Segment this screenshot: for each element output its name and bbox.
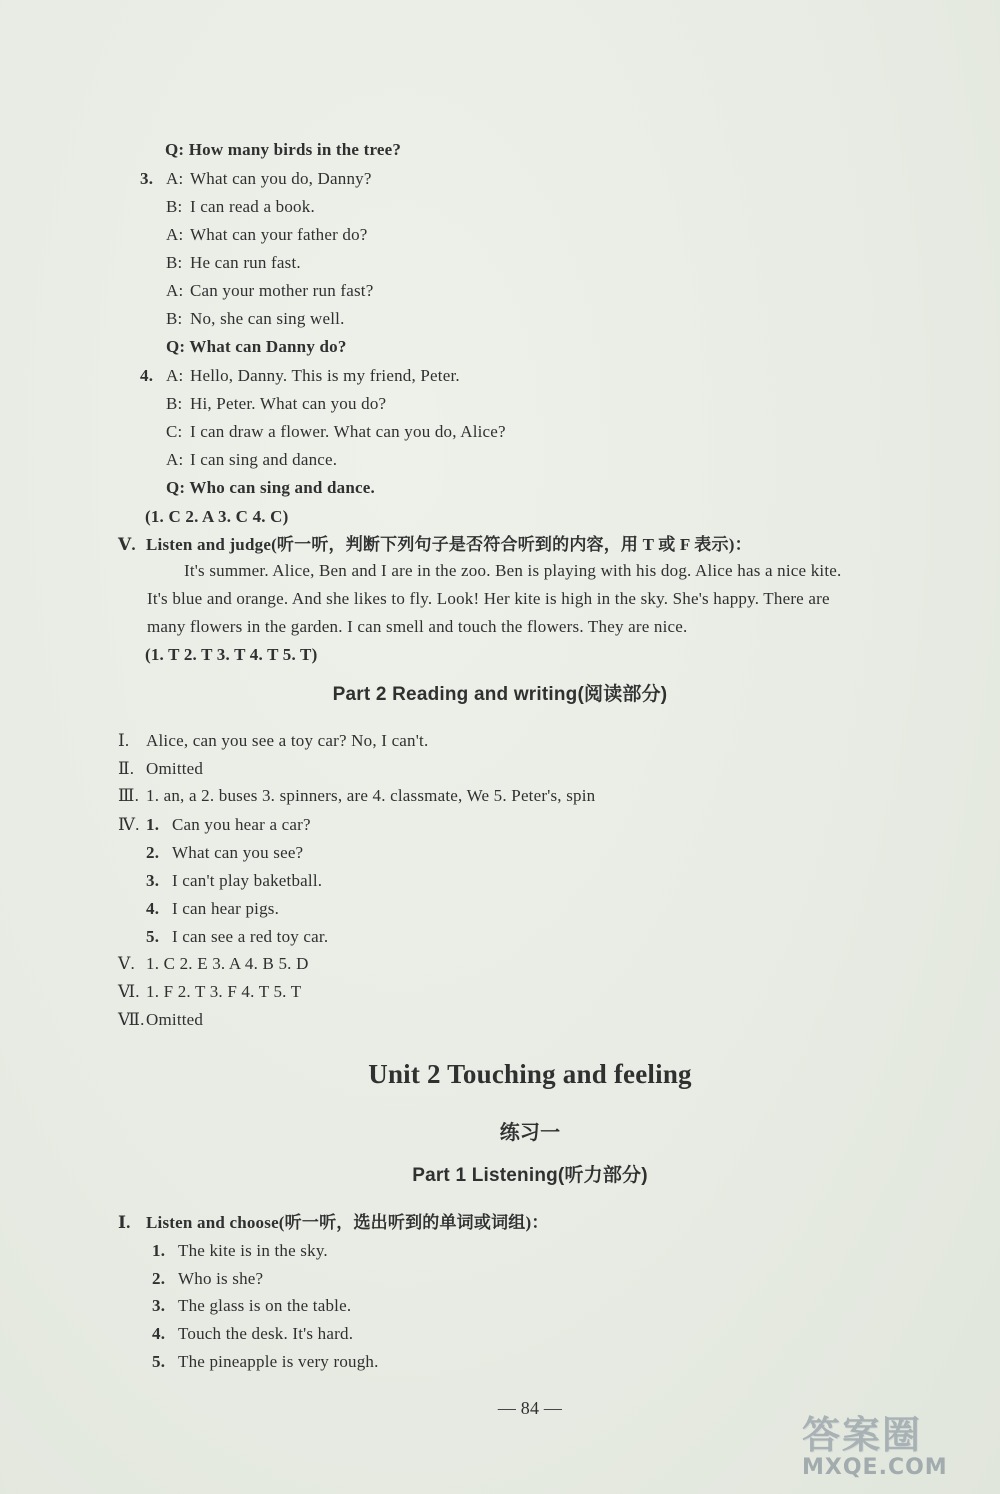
speaker: A:: [166, 281, 184, 300]
item4-number: 4.: [140, 366, 154, 385]
instruction-text: Listen and choose(听一听，选出听到的单词或词组)：: [146, 1213, 549, 1232]
part2-item-iii: [118, 786, 595, 806]
item4-line-3: [166, 422, 506, 442]
section-v-instruction: Listen and judge(听一听，判断下列句子是否符合听到的内容，用 T 或 F 表示)：: [146, 535, 752, 554]
item-number: 2.: [152, 1269, 166, 1288]
roman-numeral: Ⅰ.: [118, 731, 130, 750]
speaker: A:: [166, 169, 184, 188]
answer-text: 1. F 2. T 3. F 4. T 5. T: [146, 982, 302, 1001]
part2-item-iv-1: [118, 815, 311, 835]
item3-line-5: [166, 281, 373, 301]
answer-text: Can you hear a car?: [172, 815, 311, 834]
part1-heading: Part 1 Listening(听力部分): [412, 1165, 648, 1186]
q2-question: Q: How many birds in the tree?: [165, 140, 402, 159]
item-text: The glass is on the table.: [178, 1296, 352, 1315]
part2-item-vi: [118, 982, 301, 1002]
section-v-roman: Ⅴ.: [118, 535, 136, 554]
item-number: 1.: [146, 815, 160, 834]
roman-numeral: Ⅵ.: [118, 982, 140, 1001]
item4-line-4: [166, 450, 337, 470]
speaker: A:: [166, 366, 184, 385]
unit2-i-item-3: [152, 1296, 351, 1316]
item-number: 4.: [146, 899, 160, 918]
unit2-i-item-1: [152, 1241, 328, 1261]
item-number: 5.: [146, 927, 160, 946]
item-number: 3.: [146, 871, 160, 890]
answer-text: I can hear pigs.: [172, 899, 280, 918]
unit2-i-item-4: [152, 1324, 353, 1344]
item4-line-2: [166, 394, 386, 414]
item-text: Touch the desk. It's hard.: [178, 1324, 354, 1343]
unit2-i-item-5: [152, 1352, 379, 1372]
dialog-text: What can you do, Danny?: [190, 169, 372, 188]
unit2-i-item-2: [152, 1269, 263, 1289]
item-number: 1.: [152, 1241, 166, 1260]
dialog-text: Hello, Danny. This is my friend, Peter.: [190, 366, 460, 385]
item-text: The pineapple is very rough.: [178, 1352, 379, 1371]
passage-line-2: It's blue and orange. And she likes to fly. Look! Her kite is high in the sky. She's happy. There are: [147, 589, 830, 608]
roman-numeral: Ⅲ.: [118, 786, 140, 805]
part2-item-vii: [118, 1010, 203, 1030]
answer-text: What can you see?: [172, 843, 304, 862]
part2-item-i: [118, 731, 428, 751]
speaker: B:: [166, 394, 183, 413]
answers-iv: (1. C 2. A 3. C 4. C): [145, 507, 289, 526]
answer-text: 1. an, a 2. buses 3. spinners, are 4. classmate, We 5. Peter's, spin: [146, 786, 596, 805]
answer-text: Omitted: [146, 759, 204, 778]
item-number: 4.: [152, 1324, 166, 1343]
unit-title: Unit 2 Touching and feeling: [368, 1059, 692, 1089]
answer-text: Omitted: [146, 1010, 204, 1029]
watermark-top-text: 答案圈: [802, 1413, 923, 1457]
dialog-text: I can read a book.: [190, 197, 315, 216]
dialog-text: Can your mother run fast?: [190, 281, 374, 300]
answer-text: Alice, can you see a toy car? No, I can't.: [146, 731, 429, 750]
watermark-logo: [802, 1404, 982, 1484]
answer-text: I can see a red toy car.: [172, 927, 329, 946]
part2-item-iv-3: [146, 871, 322, 891]
dialog-text: I can draw a flower. What can you do, Alice?: [190, 422, 506, 441]
watermark-bottom-text: MXQE.COM: [802, 1455, 948, 1480]
roman-numeral: Ⅱ.: [118, 759, 135, 778]
roman-numeral: Ⅴ.: [118, 954, 135, 973]
part2-item-ii: [118, 759, 203, 779]
item4-question: Q: Who can sing and dance.: [166, 478, 375, 497]
page-number: — 84 —: [497, 1398, 563, 1418]
dialog-text: He can run fast.: [190, 253, 301, 272]
speaker: B:: [166, 309, 183, 328]
passage-line-1: It's summer. Alice, Ben and I are in the zoo. Ben is playing with his dog. Alice has a nice kite.: [184, 561, 842, 580]
unit2-i-heading: [118, 1213, 549, 1233]
part2-heading: Part 2 Reading and writing(阅读部分): [332, 684, 668, 705]
roman-numeral: Ⅰ.: [118, 1213, 131, 1232]
dialog-text: What can your father do?: [190, 225, 368, 244]
dialog-text: Hi, Peter. What can you do?: [190, 394, 387, 413]
answers-v: (1. T 2. T 3. T 4. T 5. T): [145, 645, 318, 664]
item-number: 2.: [146, 843, 160, 862]
item3-line-6: [166, 309, 345, 329]
answer-text: 1. C 2. E 3. A 4. B 5. D: [146, 954, 309, 973]
item3-line-2: [166, 197, 315, 217]
item3-line-1: [140, 169, 372, 189]
exercise-title: 练习一: [499, 1122, 561, 1144]
item-text: The kite is in the sky.: [178, 1241, 328, 1260]
part2-item-iv-5: [146, 927, 328, 947]
part2-item-v: [118, 954, 309, 974]
item-text: Who is she?: [178, 1269, 264, 1288]
speaker: A:: [166, 450, 184, 469]
item-number: 3.: [152, 1296, 166, 1315]
roman-numeral: Ⅳ.: [118, 815, 140, 834]
answer-text: I can't play baketball.: [172, 871, 323, 890]
item3-line-3: [166, 225, 368, 245]
item4-line-1: [140, 366, 460, 386]
speaker: B:: [166, 197, 183, 216]
roman-numeral: Ⅶ.: [118, 1010, 145, 1029]
item3-number: 3.: [140, 169, 154, 188]
dialog-text: I can sing and dance.: [190, 450, 338, 469]
section-v-heading: [118, 535, 752, 555]
part2-item-iv-2: [146, 843, 303, 863]
dialog-text: No, she can sing well.: [190, 309, 345, 328]
speaker: C:: [166, 422, 183, 441]
item3-question: Q: What can Danny do?: [166, 337, 347, 356]
speaker: A:: [166, 225, 184, 244]
passage-line-3: many flowers in the garden. I can smell and touch the flowers. They are nice.: [147, 617, 688, 636]
item-number: 5.: [152, 1352, 166, 1371]
speaker: B:: [166, 253, 183, 272]
item3-line-4: [166, 253, 301, 273]
part2-item-iv-4: [146, 899, 279, 919]
